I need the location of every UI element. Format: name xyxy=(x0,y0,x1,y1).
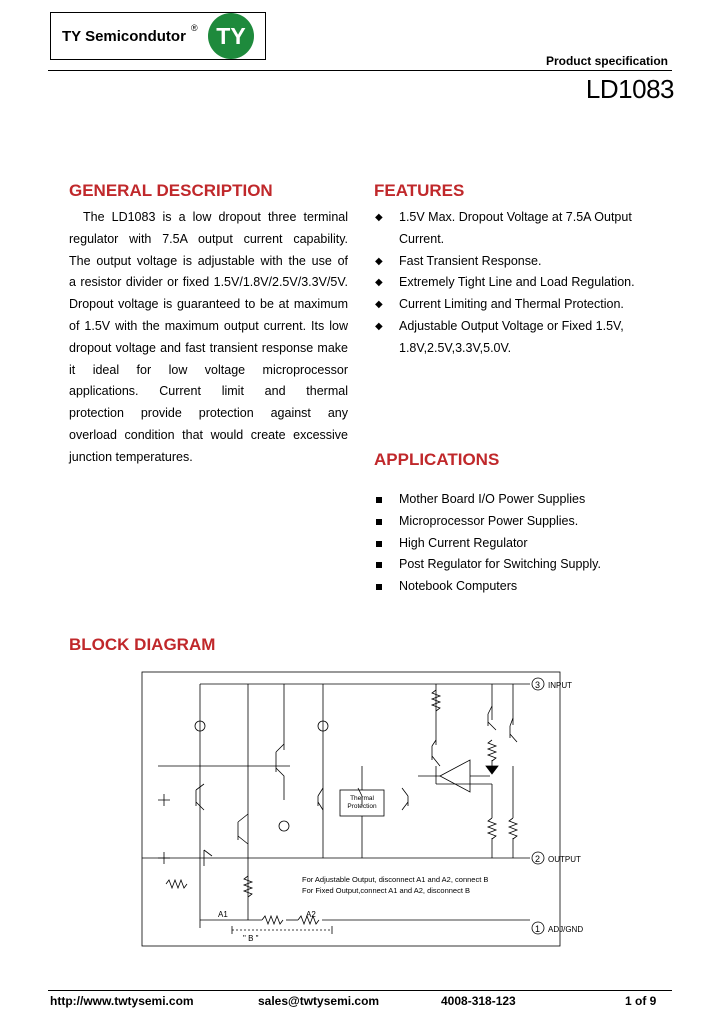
diamond-bullet-icon: ◆ xyxy=(375,299,383,311)
pin-input-label: INPUT xyxy=(548,681,572,690)
pin-3-number: 3 xyxy=(535,680,541,690)
thermal-label-2: Protection xyxy=(347,803,377,810)
resistor xyxy=(166,880,187,888)
list-item: Mother Board I/O Power Supplies xyxy=(374,489,649,511)
list-item: Microprocessor Power Supplies. xyxy=(374,511,649,533)
applications-title: APPLICATIONS xyxy=(374,450,500,469)
desc-line: dropout voltage and fast transient response make xyxy=(69,340,348,355)
part-number: LD1083 xyxy=(585,74,674,104)
footer-phone: 4008-318-123 xyxy=(441,994,516,1008)
pin-output-label: OUTPUT xyxy=(548,855,581,864)
features-title: FEATURES xyxy=(374,181,465,200)
list-item: ◆ 1.5V Max. Dropout Voltage at 7.5A Output Current. xyxy=(374,207,649,251)
product-spec-label: Product specification xyxy=(545,54,668,68)
pin-1-number: 1 xyxy=(535,924,541,934)
list-item: ◆ Extremely Tight Line and Load Regulation. xyxy=(374,272,649,294)
thermal-label-1: Thermal xyxy=(350,795,374,802)
desc-line: overload condition that would create excessive xyxy=(69,427,348,442)
list-item: Post Regulator for Switching Supply. xyxy=(374,554,649,576)
company-logo-icon: TY xyxy=(208,13,254,59)
desc-line: protection provide protection against any xyxy=(69,406,348,421)
registered-mark: ® xyxy=(191,23,198,33)
diamond-bullet-icon: ◆ xyxy=(375,255,383,267)
error-amplifier xyxy=(440,760,470,792)
resistor xyxy=(488,740,496,761)
block-diagram-title: BLOCK DIAGRAM xyxy=(69,635,216,654)
desc-line: it ideal for low voltage microprocessor xyxy=(69,362,348,377)
desc-line: applications. Current limit and thermal xyxy=(69,384,348,399)
desc-line: of 1.5V with the maximum output current. Its low xyxy=(69,318,348,333)
list-item: Notebook Computers xyxy=(374,576,649,598)
desc-line: junction temperatures. xyxy=(69,449,193,464)
list-item: ◆ Current Limiting and Thermal Protection. xyxy=(374,294,649,316)
footer-website-link[interactable]: http://www.twtysemi.com xyxy=(50,994,194,1008)
resistor xyxy=(262,916,283,924)
list-item: ◆ Adjustable Output Voltage or Fixed 1.5V, 1.8V,2.5V,3.3V,5.0V. xyxy=(374,316,649,360)
general-description-title: GENERAL DESCRIPTION xyxy=(69,181,273,200)
desc-line: a resistor divider or fixed 1.5V/1.8V/2.5V/3.3V/5V. xyxy=(69,275,348,290)
label-b: " B " xyxy=(243,934,259,943)
footer-email-link[interactable]: sales@twtysemi.com xyxy=(258,994,380,1008)
diagram-note-2: For Fixed Output,connect A1 and A2, disconnect B xyxy=(302,886,471,895)
pin-adjust-label: ADJ/GND xyxy=(548,925,584,934)
page-number: 1 of 9 xyxy=(625,994,657,1008)
diamond-bullet-icon: ◆ xyxy=(375,320,383,332)
list-item: High Current Regulator xyxy=(374,533,649,555)
diamond-bullet-icon: ◆ xyxy=(375,277,383,289)
desc-line: Dropout voltage is guaranteed to be at maximum xyxy=(69,297,348,312)
resistor xyxy=(509,818,517,839)
diagram-note-1: For Adjustable Output, disconnect A1 and A2, connect B xyxy=(302,875,489,884)
desc-line: The output voltage is adjustable with the use of xyxy=(69,253,348,268)
desc-line: regulator with 7.5A output current capability. xyxy=(69,231,348,246)
resistor xyxy=(488,818,496,839)
list-item: ◆ Fast Transient Response. xyxy=(374,251,649,273)
diamond-bullet-icon: ◆ xyxy=(375,212,383,223)
company-name: TY Semicondutor xyxy=(62,28,186,45)
desc-line: The LD1083 is a low dropout three terminal xyxy=(83,210,348,224)
pin-2-number: 2 xyxy=(535,854,541,864)
footer-divider xyxy=(48,990,672,991)
label-a2: A2 xyxy=(306,910,316,919)
label-a1: A1 xyxy=(218,910,228,919)
